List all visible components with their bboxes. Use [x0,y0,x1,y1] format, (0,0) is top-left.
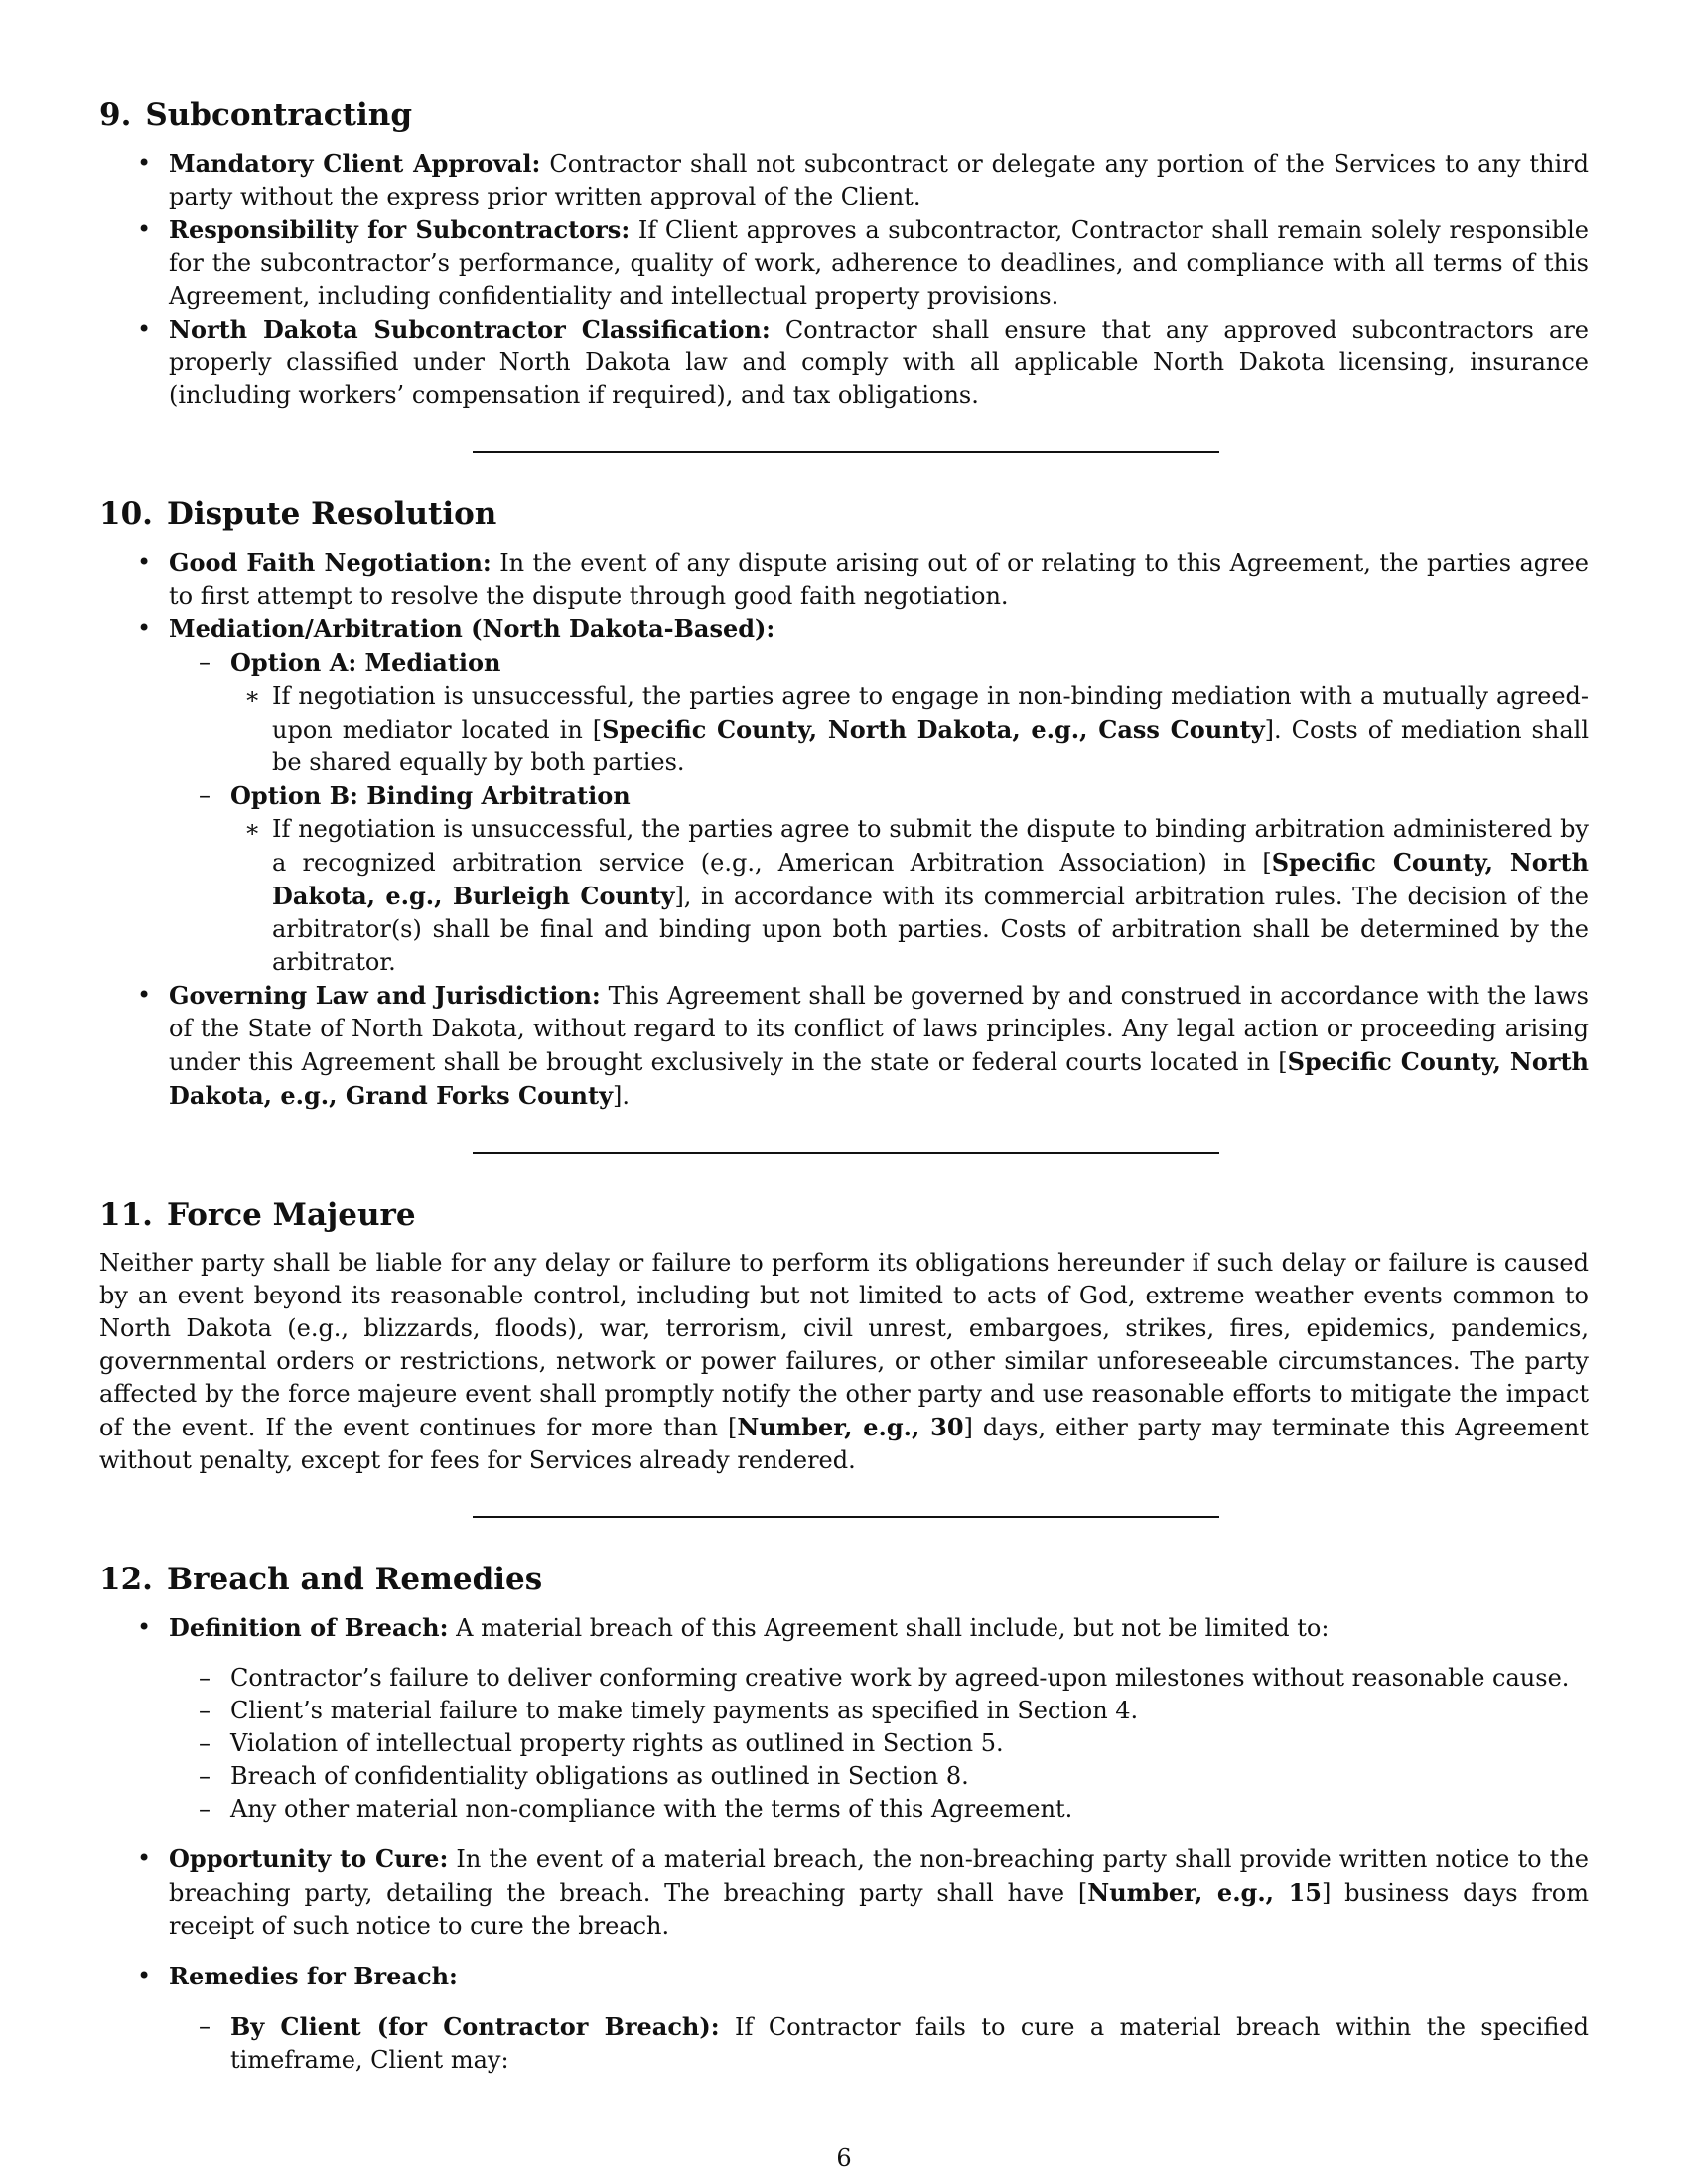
list-item: • Remedies for Breach: – By Client (for Contractor Breach): If Contractor fails to cure a material breach within the specified timeframe, Client may: [99,1960,1589,2077]
list-item: • Opportunity to Cure: In the event of a material breach, the non-breaching party shall provide written notice to the breaching party, detailing the breach. The breaching party shall have [Number, e.g., 15] business days from receipt of such notice to cure the breach. [99,1843,1589,1943]
list-item: • Governing Law and Jurisdiction: This Agreement shall be governed by and construed in accordance with the laws of the State of North Dakota, without regard to its conflict of laws principles. Any legal action or proceeding arising under this Agreement shall be brought exclusively in the state or federal courts located in [Specific County, North Dakota, e.g., Grand Forks County]. [99,979,1589,1113]
list-item: – By Client (for Contractor Breach): If Contractor fails to cure a material breach within the specified timeframe, Client may: [169,2010,1589,2077]
option-a-text: ∗ If negotiation is unsuccessful, the parties agree to engage in non-binding mediation with a mutually agreed-upon mediator located in [Specific County, North Dakota, e.g., Cass County]. Costs of mediation shall be shared equally by both parties. [230,680,1589,779]
list-item: – Breach of confidentiality obligations as outlined in Section 8. [169,1760,1589,1793]
list-item: • North Dakota Subcontractor Classification: Contractor shall ensure that any approved subcontractors are properly classified under North Dakota law and comply with all applicable North Dakota licensing, insurance (including workers’ compensation if required), and tax obligations. [99,313,1589,412]
document-page [99,95,1589,2077]
remedies-list [169,2010,1589,2077]
section-10-list [99,546,1589,1113]
list-item: – Contractor’s failure to deliver conforming creative work by agreed-upon milestones without reasonable cause. [169,1662,1589,1695]
force-majeure-paragraph: Neither party shall be liable for any delay or failure to perform its obligations hereunder if such delay or failure is caused by an event beyond its reasonable control, including but not limited to acts of God, extreme weather events common to North Dakota (e.g., blizzards, floods), war, terrorism, civil unrest, embargoes, strikes, fires, epidemics, pandemics, governmental orders or restrictions, network or power failures, or other similar unforeseeable circumstances. The party affected by the force majeure event shall promptly notify the other party and use reasonable efforts to mitigate the impact of the event. If the event continues for more than [Number, e.g., 30] days, either party may terminate this Agreement without penalty, except for fees for Services already rendered. [99,1249,1590,1474]
section-10-heading: 10. Dispute Resolution [99,496,497,532]
option-b: – Option B: Binding Arbitration ∗ If negotiation is unsuccessful, the parties agree to submit the dispute to binding arbitration administered by a recognized arbitration service (e.g., American Arbitration Association) in [Specific County, North Dakota, e.g., Burleigh County], in accordance with its commercial arbitration rules. The decision of the arbitrator(s) shall be final and binding upon both parties. Costs of arbitration shall be determined by the arbitrator. [169,779,1589,979]
mediation-options [169,646,1589,979]
option-a: – Option A: Mediation ∗ If negotiation is unsuccessful, the parties agree to engage in non-binding mediation with a mutually agreed-upon mediator located in [Specific County, North Dakota, e.g., Cass County]. Costs of mediation shall be shared equally by both parties. [169,646,1589,779]
list-item: – Violation of intellectual property rights as outlined in Section 5. [169,1727,1589,1760]
list-item: – Any other material non-compliance with the terms of this Agreement. [169,1793,1589,1826]
list-item: • Mediation/Arbitration (North Dakota-Based): – Option A: Mediation ∗ If negotiation is unsuccessful, the parties agree to engage in non-binding mediation with a mutually agreed-upon mediator located in [Specific County, North Dakota, e.g., Cass County]. Costs of mediation shall be shared equally by both parties. – Option B: Binding Arbitration ∗ If negotiation is unsuccessful, the parties agree to submit the dispute to binding arbitration administered by a recognized arbitration service (e.g., American Arbitration Association) in [Specific County, North Dakota, e.g., Burleigh County], in accordance with its commercial arbitration rules. The decision of the arbitrator(s) shall be final and binding upon both parties. Costs of arbitration shall be determined by the arbitrator. [99,613,1589,979]
page-number: 6 [836,2144,852,2172]
section-11-heading: 11. Force Majeure [99,1197,416,1233]
breach-definition-list [169,1662,1589,1826]
section-9-list [99,147,1589,412]
section-12-list [99,1611,1589,2077]
list-item: • Responsibility for Subcontractors: If Client approves a subcontractor, Contractor shall remain solely responsible for the subcontractor’s performance, quality of work, adherence to deadlines, and compliance with all terms of this Agreement, including confidentiality and intellectual property provisions. [99,213,1589,313]
list-item: • Definition of Breach: A material breach of this Agreement shall include, but not be limited to: – Contractor’s failure to deliver conforming creative work by agreed-upon milestones without reasonable cause. – Client’s material failure to make timely payments as specified in Section 4. – Violation of intellectual property rights as outlined in Section 5. – Breach of confidentiality obligations as outlined in Section 8. – Any other material non-compliance with the terms of this Agreement. [99,1611,1589,1826]
section-9-heading: 9. Subcontracting [99,97,412,133]
section-divider [473,1516,1219,1518]
list-item: • Good Faith Negotiation: In the event of any dispute arising out of or relating to this Agreement, the parties agree to first attempt to resolve the dispute through good faith negotiation. [99,546,1589,613]
section-divider [473,451,1219,453]
list-item: • Mandatory Client Approval: Contractor shall not subcontract or delegate any portion of the Services to any third party without the express prior written approval of the Client. [99,147,1589,213]
section-divider [473,1152,1219,1154]
list-item: – Client’s material failure to make timely payments as specified in Section 4. [169,1695,1589,1727]
option-b-text: ∗ If negotiation is unsuccessful, the parties agree to submit the dispute to binding arbitration administered by a recognized arbitration service (e.g., American Arbitration Association) in [Specific County, North Dakota, e.g., Burleigh County], in accordance with its commercial arbitration rules. The decision of the arbitrator(s) shall be final and binding upon both parties. Costs of arbitration shall be determined by the arbitrator. [230,813,1589,979]
section-12-heading: 12. Breach and Remedies [99,1562,543,1597]
